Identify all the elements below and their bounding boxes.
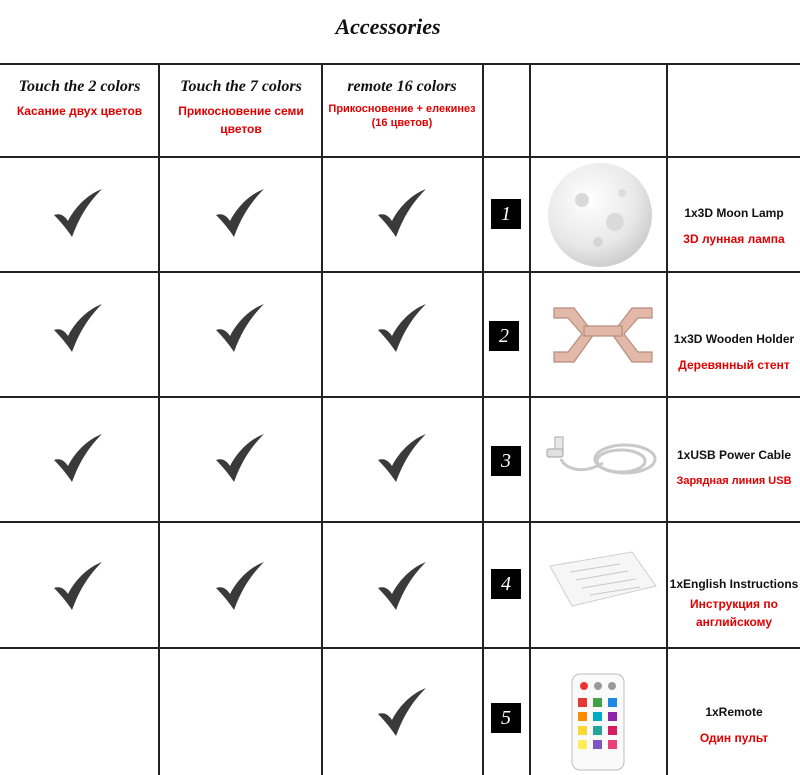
checkmark-icon [212,430,268,486]
item-description [668,332,800,374]
item-number-badge: 5 [491,703,521,733]
instructions-sheet-icon [540,548,662,612]
checkmark-icon [374,185,430,241]
header-touch-7-colors [162,78,320,138]
item-name-ru: Один пульт [699,731,769,745]
remote-control-icon [570,672,626,772]
checkmark-icon [374,558,430,614]
item-name-ru: Зарядная линия USB [676,475,792,487]
header-touch-2-colors [2,78,157,120]
header-subtitle: Прикосновение семи цветов [178,104,304,136]
checkmark-icon [50,430,106,486]
page-title: Accessories [335,14,441,39]
checkmark-icon [212,300,268,356]
item-name-ru: Деревянный стент [678,358,790,372]
item-description [668,705,800,747]
item-name-ru: 3D лунная лампа [683,232,785,246]
checkmark-icon [374,300,430,356]
item-name-en: 1x3D Moon Lamp [684,206,784,220]
checkmark-icon [50,185,106,241]
item-number-badge: 4 [491,569,521,599]
item-description [668,577,800,631]
item-number-badge: 2 [489,321,519,351]
usb-cable-icon [543,425,663,495]
item-number-badge: 1 [491,199,521,229]
header-subtitle: Прикосновение + елекинез (16 цветов) [328,103,476,129]
header-remote-16-colors [324,78,480,130]
item-name-ru: Инструкция по английскому [690,597,778,629]
item-name-en: 1x3D Wooden Holder [673,332,795,346]
checkmark-icon [212,185,268,241]
item-description [668,206,800,248]
wooden-holder-icon [548,300,658,370]
item-number-badge: 3 [491,446,521,476]
item-description [668,448,800,490]
checkmark-icon [212,558,268,614]
header-title: Touch the 2 colors [18,78,141,95]
header-title: Touch the 7 colors [180,78,302,95]
checkmark-icon [50,300,106,356]
moon-lamp-icon [540,160,660,270]
checkmark-icon [374,430,430,486]
item-name-en: 1xUSB Power Cable [676,448,792,462]
header-subtitle: Касание двух цветов [16,104,143,118]
checkmark-icon [50,558,106,614]
item-name-en: 1xEnglish Instructions [669,577,799,591]
header-title: remote 16 colors [347,78,457,95]
item-name-en: 1xRemote [705,705,763,719]
checkmark-icon [374,684,430,740]
